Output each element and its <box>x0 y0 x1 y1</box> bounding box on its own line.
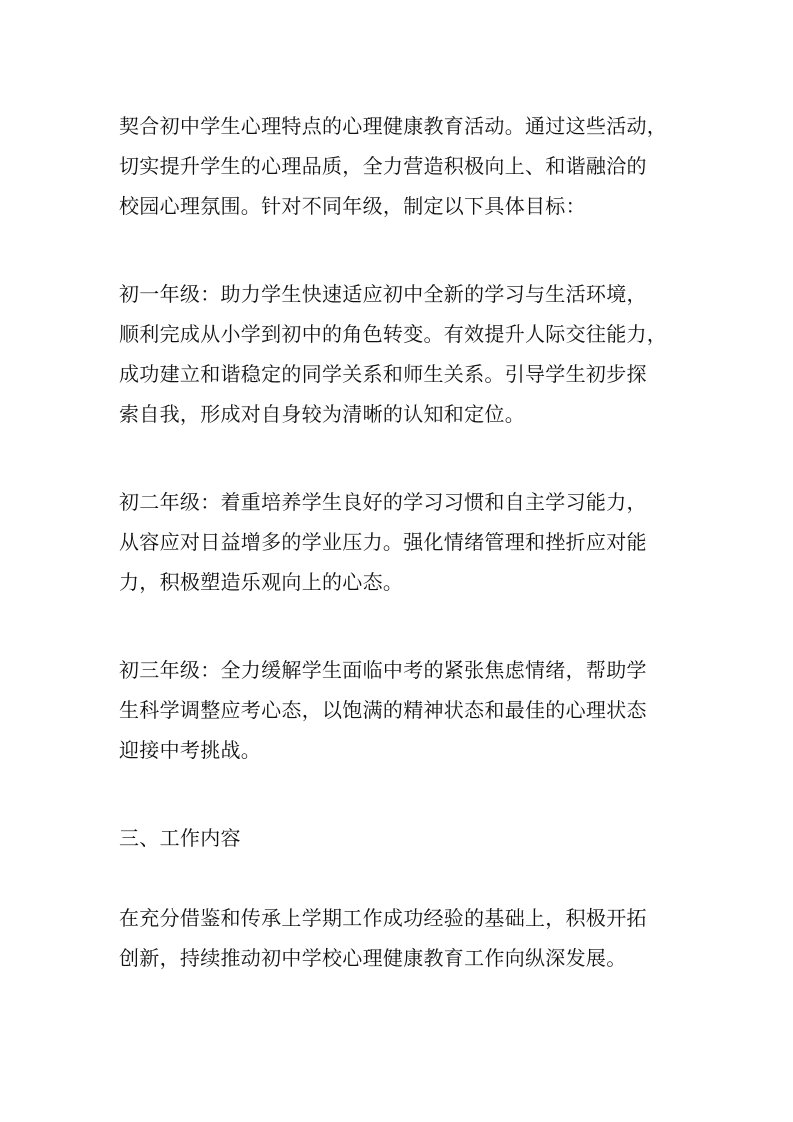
intro-line-1: 契合初中学生心理特点的心理健康教育活动。通过这些活动， <box>119 114 668 138</box>
grade3-line-1: 初三年级：全力缓解学生面临中考的紧张焦虑情绪，帮助学 <box>119 658 647 682</box>
grade1-line-3: 成功建立和谐稳定的同学关系和师生关系。引导学生初步探 <box>119 362 647 386</box>
intro-line-2: 切实提升学生的心理品质，全力营造积极向上、和谐融洽的 <box>119 154 647 178</box>
grade1-line-4: 索自我，形成对自身较为清晰的认知和定位。 <box>119 402 525 426</box>
grade1-line-1: 初一年级：助力学生快速适应初中全新的学习与生活环境， <box>119 282 647 306</box>
section3-line-1: 在充分借鉴和传承上学期工作成功经验的基础上，积极开拓 <box>119 906 647 930</box>
intro-line-3: 校园心理氛围。针对不同年级，制定以下具体目标： <box>119 194 586 218</box>
grade1-line-2: 顺利完成从小学到初中的角色转变。有效提升人际交往能力， <box>119 322 668 346</box>
grade3-line-2: 生科学调整应考心态，以饱满的精神状态和最佳的心理状态 <box>119 698 647 722</box>
grade3-line-3: 迎接中考挑战。 <box>119 738 262 762</box>
grade2-line-1: 初二年级：着重培养学生良好的学习习惯和自主学习能力， <box>119 490 647 514</box>
grade2-line-2: 从容应对日益增多的学业压力。强化情绪管理和挫折应对能 <box>119 530 647 554</box>
section3-line-2: 创新，持续推动初中学校心理健康教育工作向纵深发展。 <box>119 946 627 970</box>
grade2-line-3: 力，积极塑造乐观向上的心态。 <box>119 570 404 594</box>
section3-heading: 三、工作内容 <box>119 826 241 850</box>
